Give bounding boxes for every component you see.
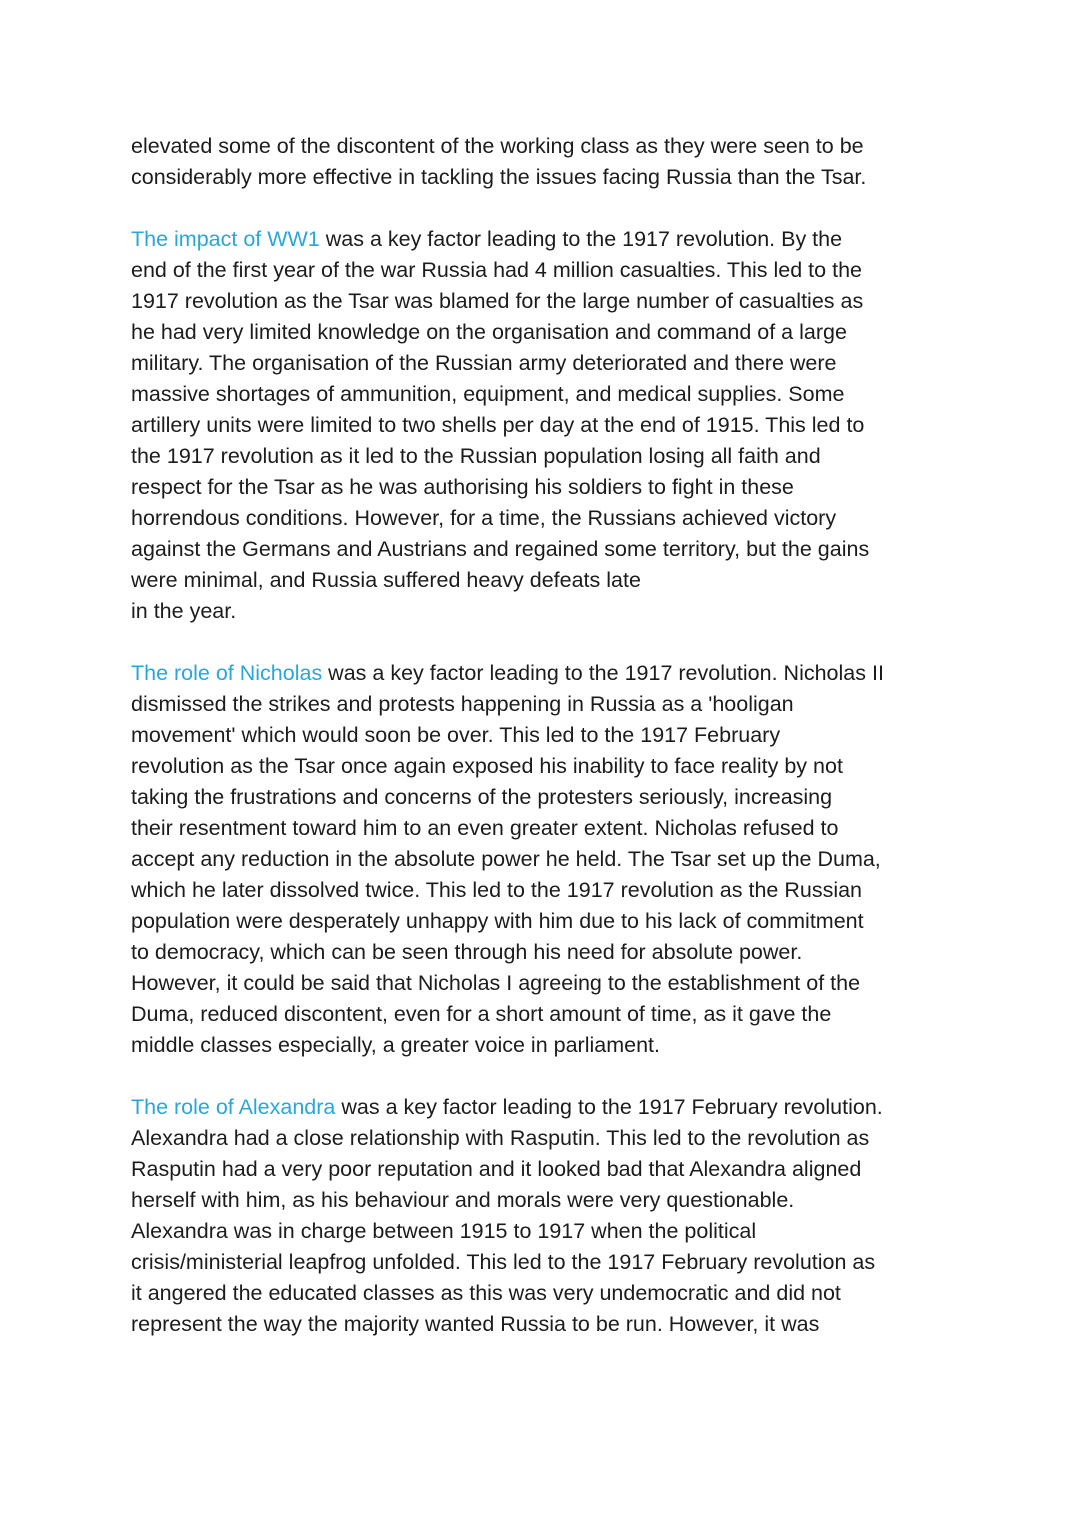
text-line: their resentment toward him to an even greater extent. Nicholas refused to: [131, 816, 839, 840]
document-page: [131, 131, 961, 1371]
text-line: 1917 revolution as the Tsar was blamed for the large number of casualties as: [131, 289, 864, 313]
text-line: artillery units were limited to two shells per day at the end of 1915. This led to: [131, 413, 865, 437]
text-line: were minimal, and Russia suffered heavy defeats late: [131, 568, 641, 592]
text-line: Alexandra had a close relationship with Rasputin. This led to the revolution as: [131, 1126, 870, 1150]
section-heading-alexandra: The role of Alexandra: [131, 1095, 336, 1119]
section-heading-ww1: The impact of WW1: [131, 227, 320, 251]
text-line: military. The organisation of the Russian army deteriorated and there were: [131, 351, 837, 375]
text-line-rest: was a key factor leading to the 1917 February revolution.: [335, 1095, 883, 1119]
text-line: against the Germans and Austrians and regained some territory, but the gains: [131, 537, 870, 561]
text-line-first: [131, 1092, 961, 1123]
text-line: crisis/ministerial leapfrog unfolded. This led to the 1917 February revolution as: [131, 1250, 876, 1274]
text-line-first: [131, 658, 961, 689]
text-line: accept any reduction in the absolute power he held. The Tsar set up the Duma,: [131, 847, 881, 871]
text-line: respect for the Tsar as he was authorising his soldiers to fight in these: [131, 475, 794, 499]
text-line: it angered the educated classes as this was very undemocratic and did not: [131, 1281, 841, 1305]
text-line: Rasputin had a very poor reputation and it looked bad that Alexandra aligned: [131, 1157, 862, 1181]
text-line: which he later dissolved twice. This led to the 1917 revolution as the Russian: [131, 878, 863, 902]
text-line: dismissed the strikes and protests happening in Russia as a 'hooligan: [131, 692, 794, 716]
text-line: massive shortages of ammunition, equipment, and medical supplies. Some: [131, 382, 845, 406]
text-line: middle classes especially, a greater voice in parliament.: [131, 1033, 660, 1057]
text-line: Duma, reduced discontent, even for a short amount of time, as it gave the: [131, 1002, 832, 1026]
text-line: taking the frustrations and concerns of the protesters seriously, increasing: [131, 785, 833, 809]
text-line: horrendous conditions. However, for a time, the Russians achieved victory: [131, 506, 837, 530]
text-line: However, it could be said that Nicholas I agreeing to the establishment of the: [131, 971, 861, 995]
paragraph-impact-ww1: [131, 224, 961, 627]
text-line: elevated some of the discontent of the working class as they were seen to be: [131, 134, 864, 158]
text-line: revolution as the Tsar once again exposed his inability to face reality by not: [131, 754, 843, 778]
section-heading-nicholas: The role of Nicholas: [131, 661, 323, 685]
paragraph-intro-continuation: [131, 131, 961, 193]
text-line-first: [131, 224, 961, 255]
text-line: population were desperately unhappy with him due to his lack of commitment: [131, 909, 864, 933]
text-line: considerably more effective in tackling the issues facing Russia than the Tsar.: [131, 165, 867, 189]
text-line: herself with him, as his behaviour and morals were very questionable.: [131, 1188, 795, 1212]
text-line: he had very limited knowledge on the organisation and command of a large: [131, 320, 847, 344]
text-line: represent the way the majority wanted Russia to be run. However, it was: [131, 1312, 820, 1336]
text-line-rest: was a key factor leading to the 1917 revolution. By the: [319, 227, 843, 251]
text-line: end of the first year of the war Russia had 4 million casualties. This led to the: [131, 258, 862, 282]
text-line-rest: was a key factor leading to the 1917 revolution. Nicholas II: [322, 661, 884, 685]
paragraph-role-nicholas: [131, 658, 961, 1061]
text-line: Alexandra was in charge between 1915 to 1917 when the political: [131, 1219, 757, 1243]
text-line: to democracy, which can be seen through his need for absolute power.: [131, 940, 803, 964]
text-line: in the year.: [131, 599, 237, 623]
text-line: the 1917 revolution as it led to the Russian population losing all faith and: [131, 444, 821, 468]
paragraph-role-alexandra: [131, 1092, 961, 1340]
text-line: movement' which would soon be over. This led to the 1917 February: [131, 723, 781, 747]
